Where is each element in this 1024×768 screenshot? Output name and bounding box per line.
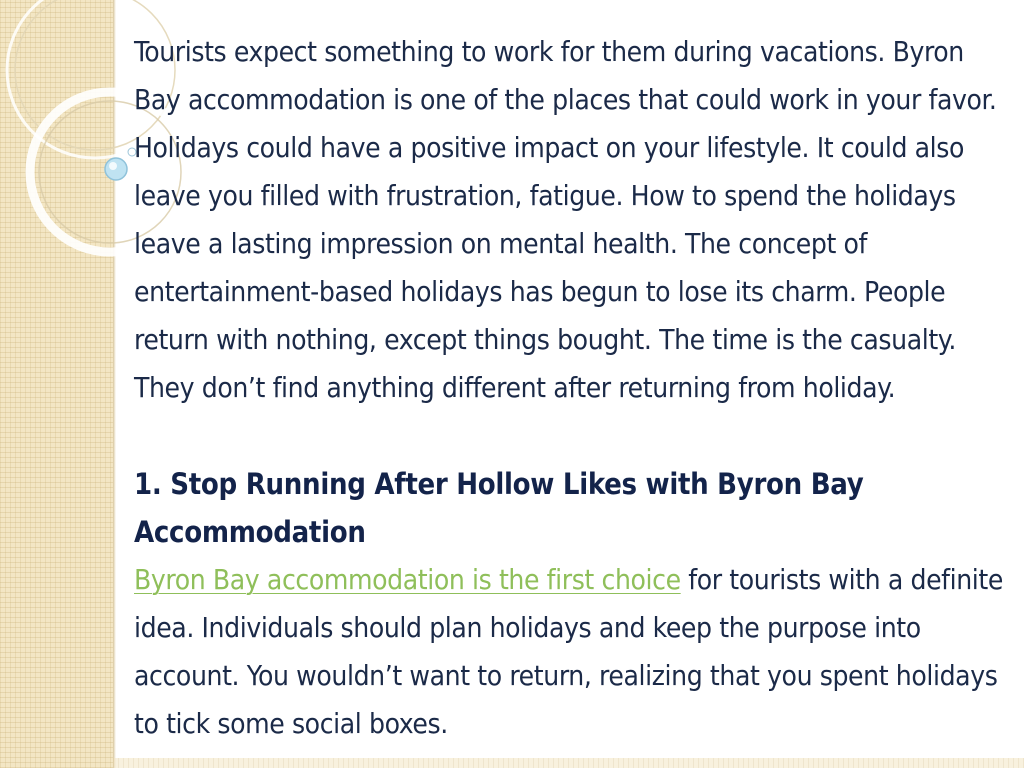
- bubble-highlight: [109, 162, 117, 170]
- section-paragraph: [134, 556, 1004, 748]
- slide-content: [134, 28, 1004, 748]
- bottom-texture-strip: [113, 758, 1024, 768]
- blue-bubble: [105, 158, 127, 180]
- byron-bay-link[interactable]: Byron Bay accommodation is the first choice: [134, 563, 681, 596]
- section-body-text: for tourists with a definite idea. Individuals should plan holidays and keep the purpose into account. You wouldn’t want to return, realizing that you spent holidays to tick some social boxes.: [134, 563, 1003, 740]
- intro-paragraph: Tourists expect something to work for them during vacations. Byron Bay accommodation is one of the places that could work in your favor. Holidays could have a positive impact on your lifestyle. It could also leave you filled with frustration, fatigue. How to spend the holidays leave a lasting impression on mental health. The concept of entertainment-based holidays has begun to lose its charm. People return with nothing, except things bought. The time is the casualty. They don’t find anything different after returning from holiday.: [134, 35, 997, 404]
- section-heading: 1. Stop Running After Hollow Likes with Byron Bay Accommodation: [134, 467, 864, 549]
